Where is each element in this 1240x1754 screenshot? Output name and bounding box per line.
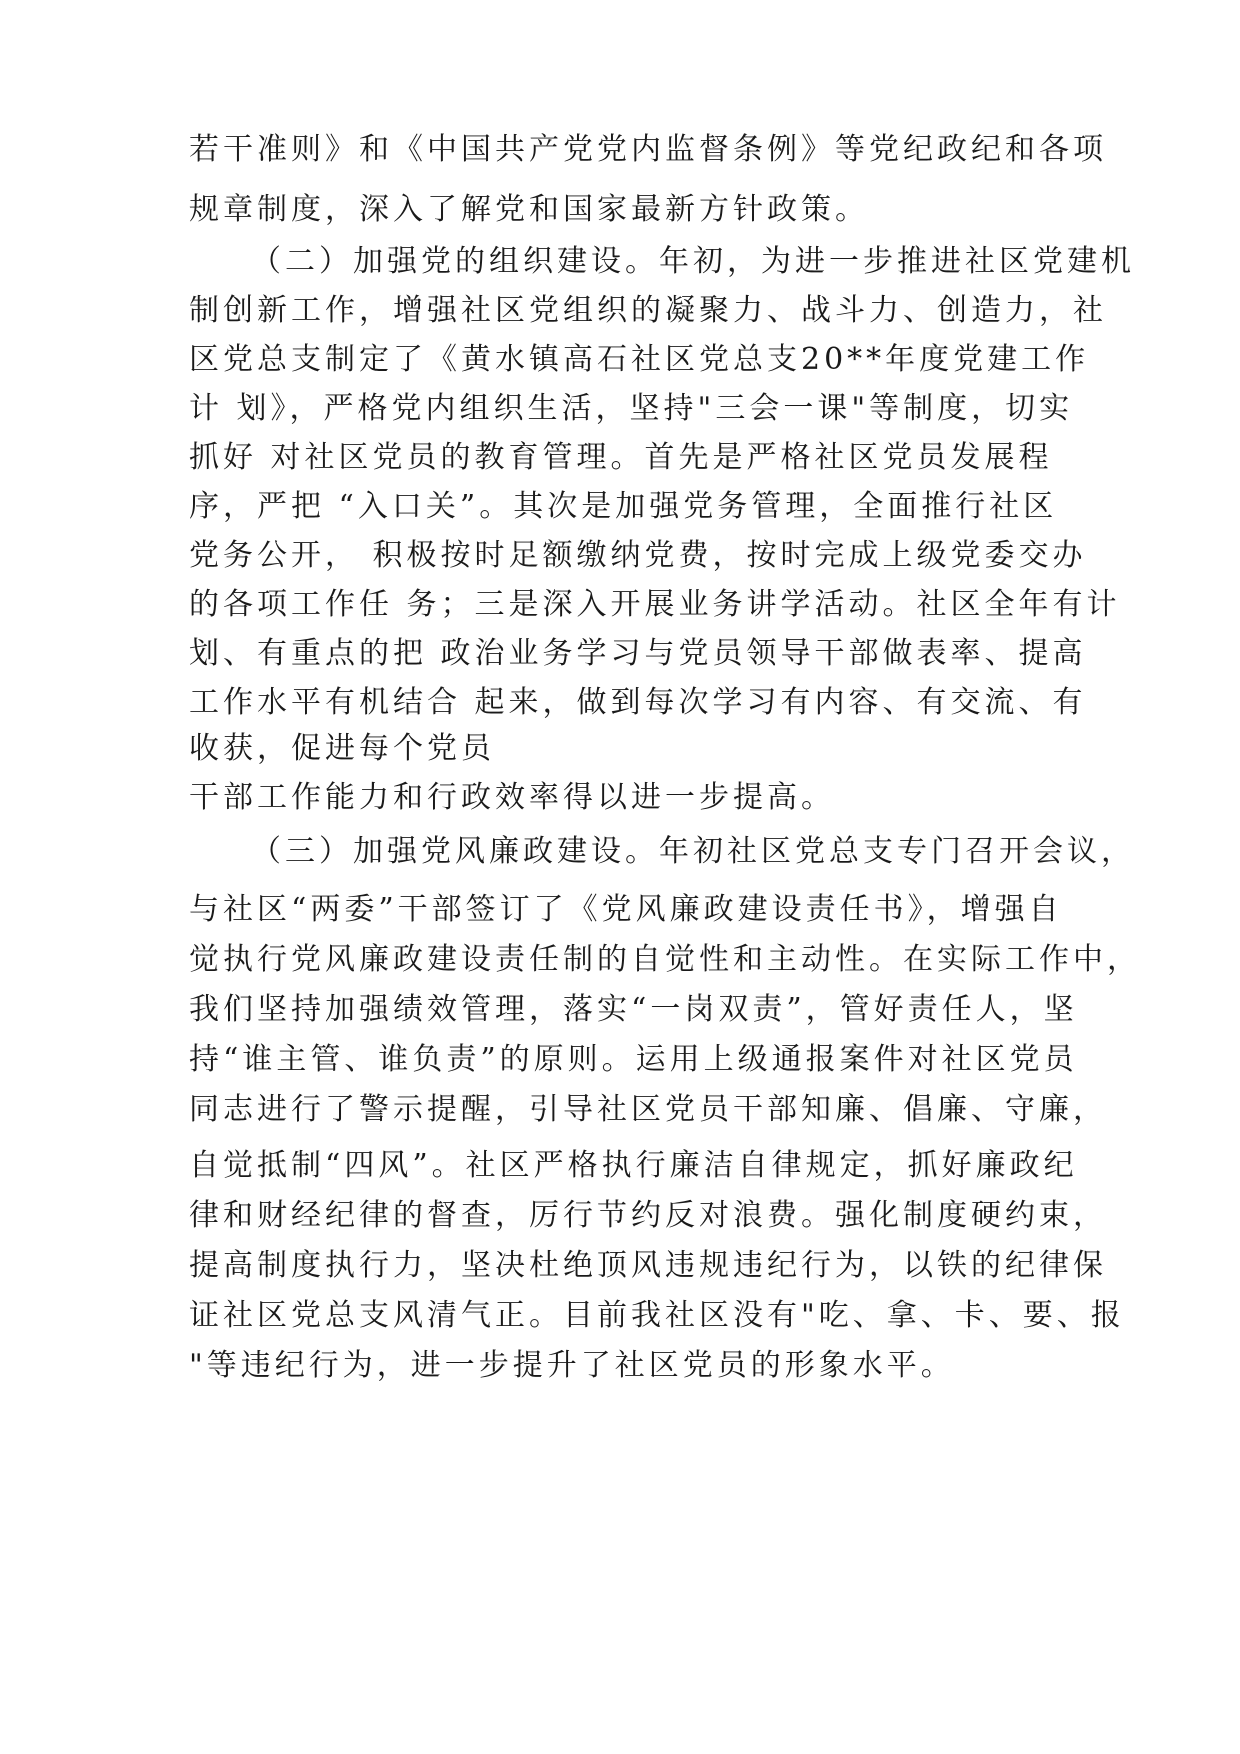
text-line: 抓好 对社区党员的教育管理。首先是严格社区党员发展程: [189, 440, 1053, 475]
text-line: 自觉抵制“四风”。社区严格执行廉洁自律规定，抓好廉政纪: [189, 1148, 1078, 1183]
text-line: 与社区“两委”干部签订了《党风廉政建设责任书》，增强自: [189, 892, 1063, 927]
text-line: 同志进行了警示提醒，引导社区党员干部知廉、倡廉、守廉，: [189, 1092, 1107, 1127]
paragraph-heading-3: （三）加强党风廉政建设。年初社区党总支专门召开会议，: [251, 834, 1135, 869]
text-line: 持“谁主管、谁负责”的原则。运用上级通报案件对社区党员: [189, 1042, 1078, 1077]
text-line: 干部工作能力和行政效率得以进一步提高。: [189, 780, 835, 815]
text-line: 规章制度，深入了解党和国家最新方针政策。: [189, 192, 869, 227]
text-line: 划、有重点的把 政治业务学习与党员领导干部做表率、提高: [189, 636, 1087, 671]
text-line: 党务公开， 积极按时足额缴纳党费，按时完成上级党委交办: [189, 538, 1087, 573]
text-line: 觉执行党风廉政建设责任制的自觉性和主动性。在实际工作中，: [189, 942, 1141, 977]
text-line: 律和财经纪律的督查，厉行节约反对浪费。强化制度硬约束，: [189, 1198, 1107, 1233]
text-line: 收获，促进每个党员: [189, 731, 495, 766]
text-line: 区党总支制定了《黄水镇高石社区党总支20**年度党建工作: [189, 342, 1090, 377]
text-line: 制创新工作，增强社区党组织的凝聚力、战斗力、创造力，社: [189, 293, 1107, 328]
text-line: 若干准则》和《中国共产党党内监督条例》等党纪政纪和各项: [189, 132, 1107, 167]
text-line: 工作水平有机结合 起来，做到每次学习有内容、有交流、有: [189, 685, 1087, 720]
text-line: 证社区党总支风清气正。目前我社区没有"吃、拿、卡、要、报: [189, 1298, 1125, 1333]
text-line: 我们坚持加强绩效管理，落实“一岗双责”，管好责任人，坚: [189, 992, 1078, 1027]
paragraph-heading-2: （二）加强党的组织建设。年初，为进一步推进社区党建机: [251, 244, 1135, 279]
text-line: 计 划》，严格党内组织生活，坚持"三会一课"等制度，切实: [189, 391, 1074, 426]
text-line: 序，严把 “入口关”。其次是加强党务管理，全面推行社区: [189, 489, 1058, 524]
text-line: 的各项工作任 务；三是深入开展业务讲学活动。社区全年有计: [189, 587, 1121, 622]
text-line: 提高制度执行力，坚决杜绝顶风违规违纪行为，以铁的纪律保: [189, 1248, 1107, 1283]
text-line: "等违纪行为，进一步提升了社区党员的形象水平。: [189, 1348, 955, 1383]
